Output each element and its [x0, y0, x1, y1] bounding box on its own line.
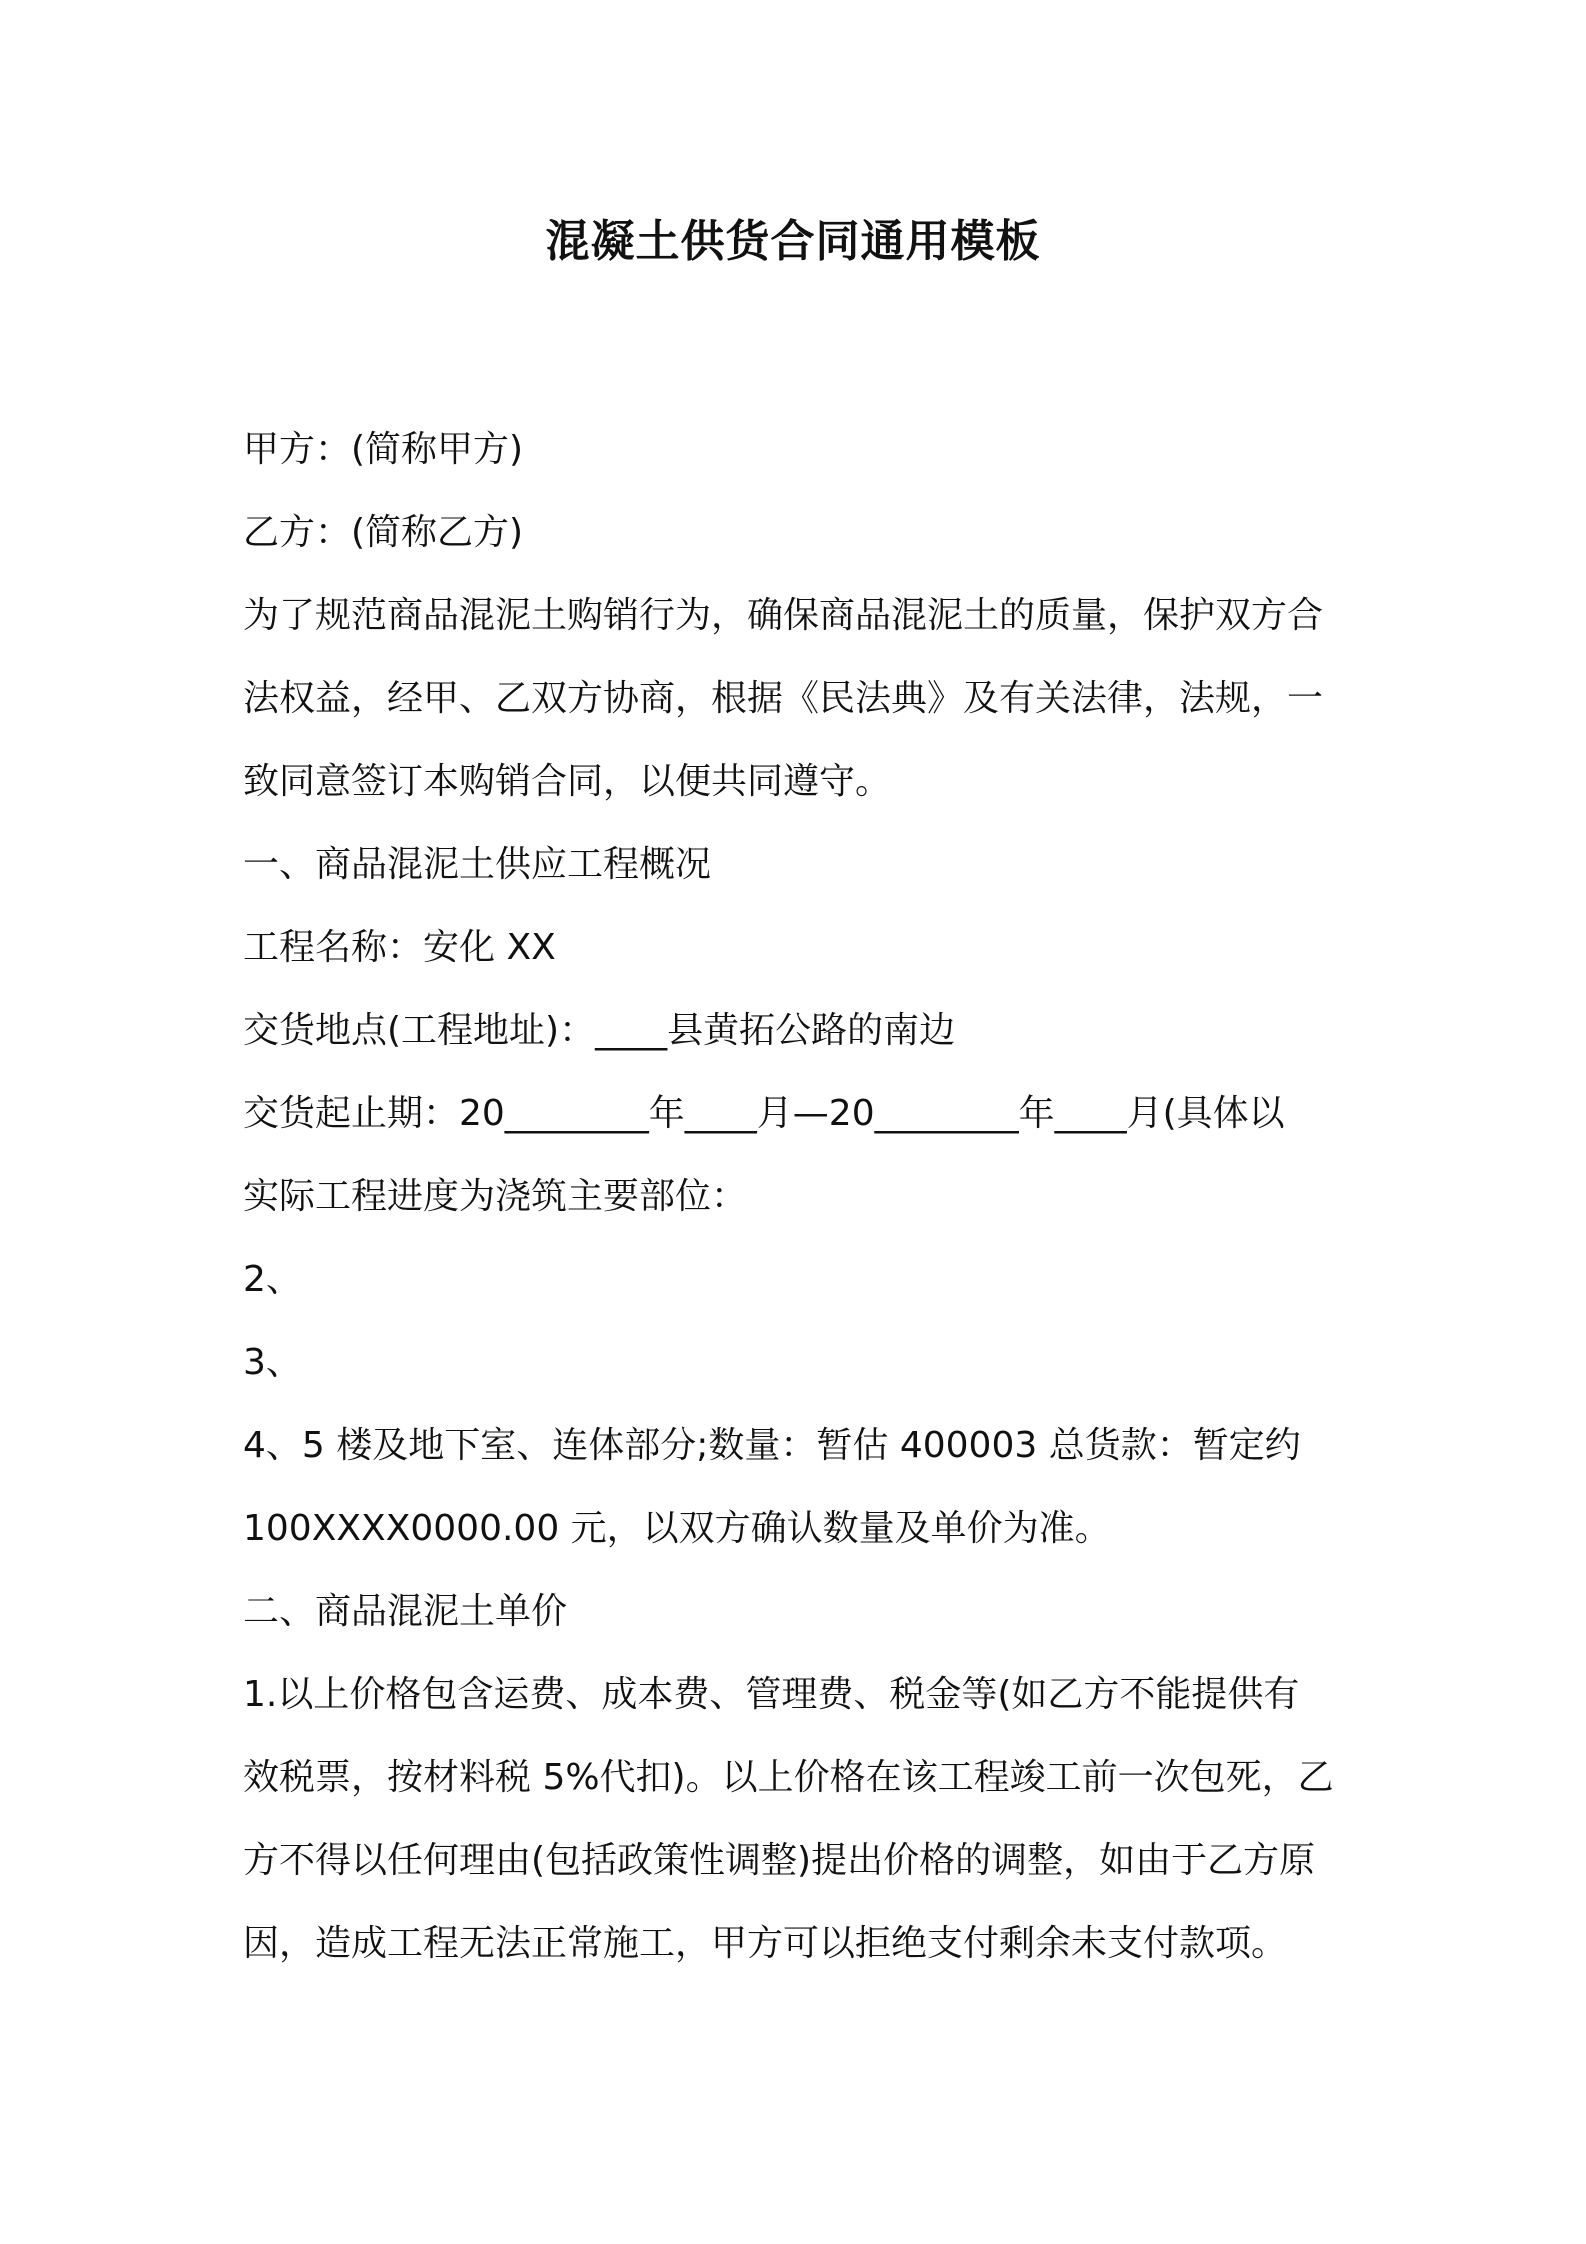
- party-a-line: 甲方：(简称甲方): [243, 429, 524, 470]
- section-heading-1: 一、商品混泥土供应工程概况: [243, 844, 712, 885]
- delivery-period-line-1: 交货起止期：20________年____月—20________年____月(具体以: [243, 1093, 1285, 1134]
- delivery-location-line: 交货地点(工程地址)：____县黄拓公路的南边: [243, 1010, 956, 1051]
- price-clause-line-2: 效税票，按材料税 5%代扣)。以上价格在该工程竣工前一次包死，乙: [243, 1757, 1334, 1798]
- preamble-line-3: 致同意签订本购销合同，以便共同遵守。: [243, 761, 892, 802]
- delivery-period-line-2: 实际工程进度为浇筑主要部位：: [243, 1176, 748, 1217]
- list-item-3: 3、: [243, 1342, 302, 1383]
- document-body: [243, 408, 1363, 1985]
- list-item-4-line-1: 4、5 楼及地下室、连体部分;数量：暂估 400003 总货款：暂定约: [243, 1425, 1301, 1466]
- price-clause-line-1: 1.以上价格包含运费、成本费、管理费、税金等(如乙方不能提供有: [243, 1674, 1300, 1715]
- price-clause-line-3: 方不得以任何理由(包括政策性调整)提出价格的调整，如由于乙方原: [243, 1840, 1316, 1881]
- preamble-line-2: 法权益，经甲、乙双方协商，根据《民法典》及有关法律，法规，一: [243, 678, 1324, 719]
- document-title: 混凝土供货合同通用模板: [545, 216, 1041, 267]
- project-name-line: 工程名称：安化 XX: [243, 927, 556, 968]
- price-clause-line-4: 因，造成工程无法正常施工，甲方可以拒绝支付剩余未支付款项。: [243, 1923, 1288, 1964]
- section-heading-2: 二、商品混泥土单价: [243, 1591, 568, 1632]
- list-item-2: 2、: [243, 1259, 302, 1300]
- preamble-line-1: 为了规范商品混泥土购销行为，确保商品混泥土的质量，保护双方合: [243, 595, 1324, 636]
- party-b-line: 乙方：(简称乙方): [243, 512, 524, 553]
- list-item-4-line-2: 100XXXX0000.00 元，以双方确认数量及单价为准。: [243, 1508, 1111, 1549]
